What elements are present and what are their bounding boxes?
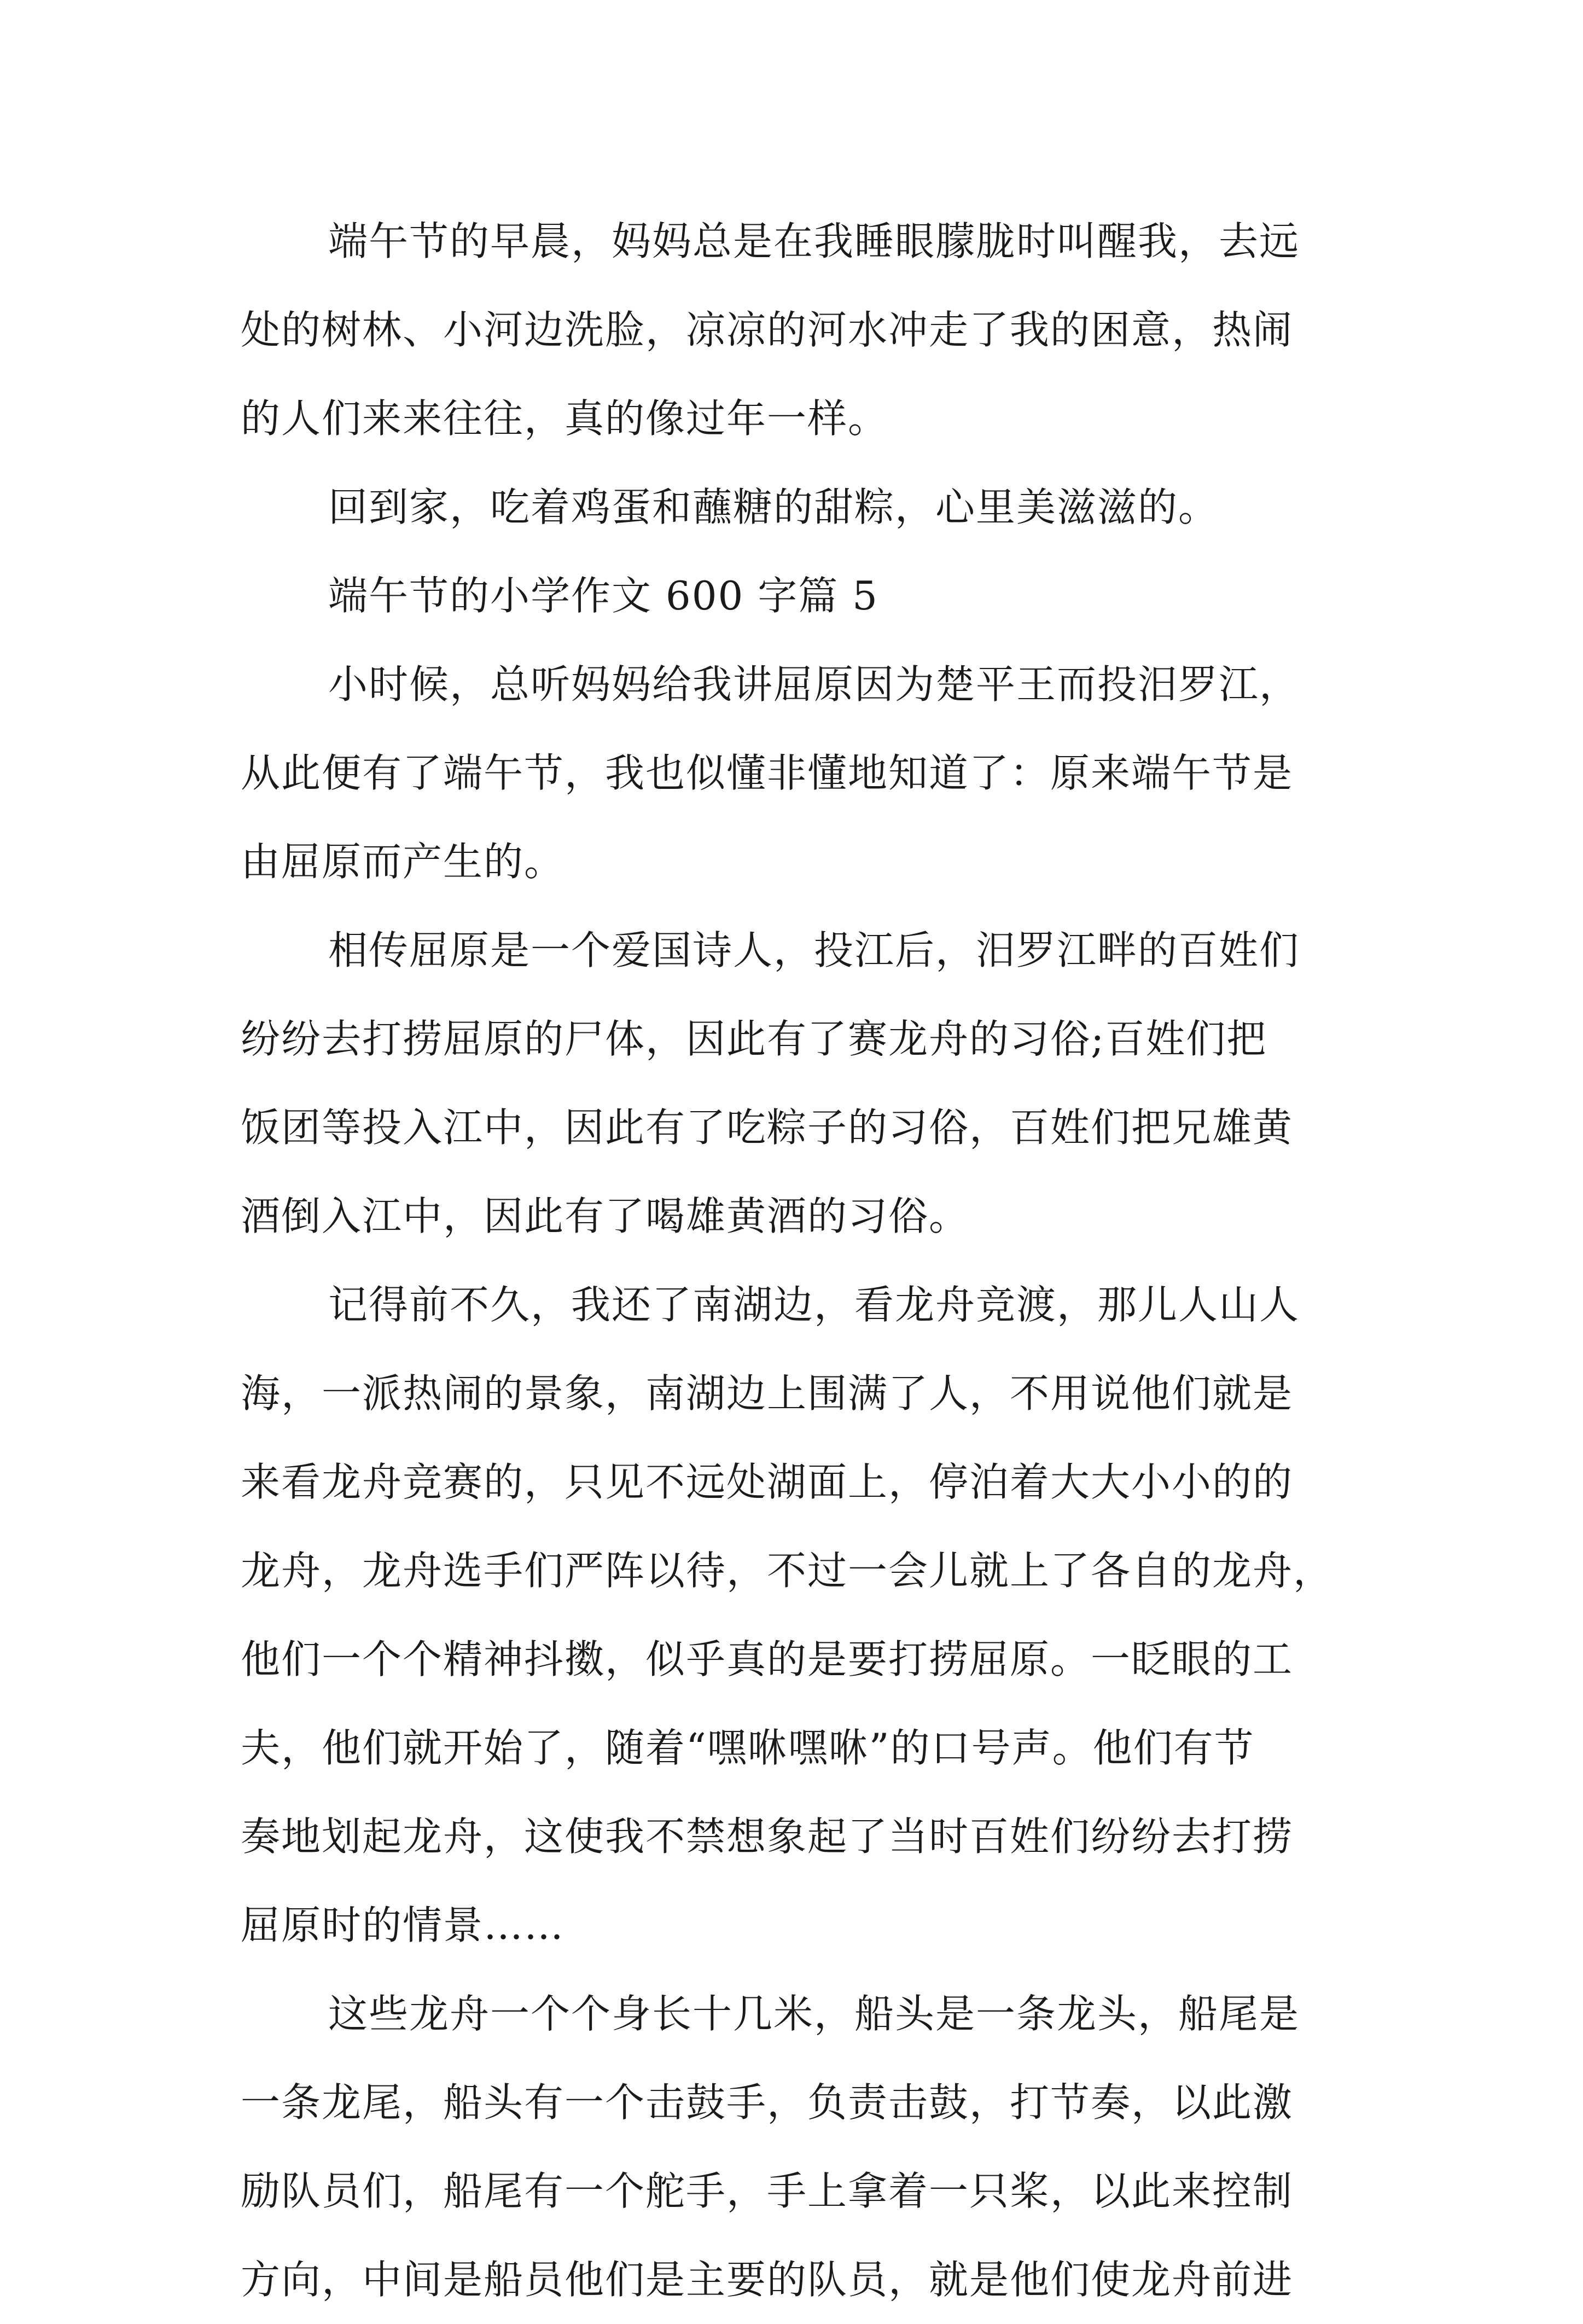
- text-line: 龙舟，龙舟选手们严阵以待，不过一会儿就上了各自的龙舟，: [241, 1548, 1334, 1594]
- text-line: 纷纷去打捞屈原的尸体，因此有了赛龙舟的习俗;百姓们把: [241, 1016, 1267, 1062]
- paragraph: [241, 1969, 1354, 2324]
- text-line: 来看龙舟竞赛的，只见不远处湖面上，停泊着大大小小的的: [241, 1459, 1294, 1505]
- text-line: 夫，他们就开始了，随着“嘿咻嘿咻”的口号声。他们有节: [241, 1725, 1255, 1771]
- text-line: 处的树林、小河边洗脸，凉凉的河水冲走了我的困意，热闹: [241, 307, 1294, 353]
- document-body: [241, 197, 1354, 2324]
- text-line: 从此便有了端午节，我也似懂非懂地知道了：原来端午节是: [241, 750, 1294, 796]
- heading-line: 端午节的小学作文 600 字篇 5: [328, 573, 878, 619]
- text-line: 一条龙尾，船头有一个击鼓手，负责击鼓，打节奏，以此激: [241, 2079, 1294, 2125]
- text-line: 的人们来来往往，真的像过年一样。: [241, 396, 889, 441]
- paragraph: [241, 906, 1354, 1260]
- paragraph: [241, 1260, 1354, 1969]
- text-line: 由屈原而产生的。: [241, 839, 565, 885]
- text-line: 端午节的早晨，妈妈总是在我睡眼朦胧时叫醒我，去远: [328, 218, 1300, 264]
- text-line: 他们一个个精神抖擞，似乎真的是要打捞屈原。一眨眼的工: [241, 1636, 1294, 1682]
- section-heading: [241, 551, 1354, 640]
- text-line: 屈原时的情景……: [241, 1902, 565, 1948]
- text-line: 奏地划起龙舟，这使我不禁想象起了当时百姓们纷纷去打捞: [241, 1814, 1294, 1860]
- text-line: 这些龙舟一个个身长十几米，船头是一条龙头，船尾是: [328, 1991, 1300, 2037]
- text-line: 方向，中间是船员他们是主要的队员，就是他们使龙舟前进: [241, 2257, 1294, 2303]
- text-line: 海，一派热闹的景象，南湖边上围满了人，不用说他们就是: [241, 1370, 1294, 1416]
- text-line: 记得前不久，我还了南湖边，看龙舟竞渡，那儿人山人: [328, 1282, 1300, 1328]
- text-line: 相传屈原是一个爱国诗人，投江后，汨罗江畔的百姓们: [328, 927, 1300, 973]
- paragraph: [241, 640, 1354, 906]
- paragraph: [241, 197, 1354, 463]
- text-line: 饭团等投入江中，因此有了吃粽子的习俗，百姓们把兄雄黄: [241, 1105, 1294, 1151]
- text-line: 励队员们，船尾有一个舵手，手上拿着一只桨，以此来控制: [241, 2168, 1294, 2214]
- text-line: 酒倒入江中，因此有了喝雄黄酒的习俗。: [241, 1193, 970, 1239]
- text-line: 小时候，总听妈妈给我讲屈原因为楚平王而投汨罗江，: [328, 661, 1300, 707]
- paragraph: [241, 463, 1354, 551]
- text-line: 回到家，吃着鸡蛋和蘸糖的甜粽，心里美滋滋的。: [328, 484, 1219, 530]
